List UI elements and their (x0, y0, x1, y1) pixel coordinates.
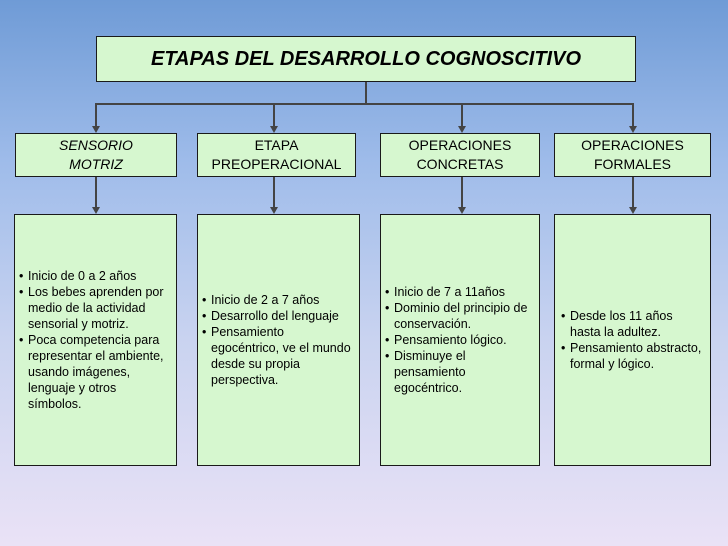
detail-item: • Pensamiento lógico. (385, 332, 535, 348)
detail-item: • Inicio de 7 a 11años (385, 284, 535, 300)
connector-stage-2-mid (273, 177, 275, 208)
arrow-stage-3-mid (458, 207, 466, 214)
detail-item: • Pensamiento abstracto, formal y lógico. (561, 340, 706, 372)
stage-4-heading (554, 133, 711, 177)
arrow-stage-2-top (270, 126, 278, 133)
stage-4-detail-list (555, 308, 710, 372)
stage-4-details (554, 214, 711, 466)
diagram-title: ETAPAS DEL DESARROLLO COGNOSCITIVO (96, 36, 636, 82)
connector-stage-1-mid (95, 177, 97, 208)
stage-4-heading-line-2: FORMALES (593, 156, 671, 172)
stage-2-heading (197, 133, 356, 177)
stage-1-details (14, 214, 177, 466)
stage-3-heading (380, 133, 540, 177)
stage-1-heading (15, 133, 177, 177)
arrow-stage-1-top (92, 126, 100, 133)
stage-3-heading-line-1: OPERACIONES (408, 137, 512, 153)
detail-item: • Desde los 11 años hasta la adultez. (561, 308, 706, 340)
stage-3-details (380, 214, 540, 466)
stage-3-heading-line-2: CONCRETAS (416, 156, 504, 172)
detail-item: • Inicio de 0 a 2 años (19, 268, 172, 284)
stage-3-detail-list (381, 284, 539, 396)
connector-stage-3-top (461, 103, 463, 127)
connector-horizontal (95, 103, 633, 105)
connector-stage-3-mid (461, 177, 463, 208)
stage-2-heading-line-1: ETAPA (254, 137, 299, 153)
arrow-stage-1-mid (92, 207, 100, 214)
connector-stage-2-top (273, 103, 275, 127)
stage-2-details (197, 214, 360, 466)
arrow-stage-4-mid (629, 207, 637, 214)
connector-stage-4-top (632, 103, 634, 127)
connector-stage-4-mid (632, 177, 634, 208)
detail-item: • Poca competencia para representar el ambiente, usando imágenes, lenguaje y otros símbolos. (19, 332, 172, 412)
stage-1-heading-line-2: MOTRIZ (69, 156, 123, 172)
stage-1-heading-line-1: SENSORIO (59, 137, 133, 153)
connector-stage-1-top (95, 103, 97, 127)
stage-2-heading-line-2: PREOPERACIONAL (211, 156, 342, 172)
detail-item: • Los bebes aprenden por medio de la actividad sensorial y motriz. (19, 284, 172, 332)
detail-item: • Desarrollo del lenguaje (202, 308, 355, 324)
detail-item: • Dominio del principio de conservación. (385, 300, 535, 332)
stage-2-detail-list (198, 292, 359, 388)
detail-item: • Disminuye el pensamiento egocéntrico. (385, 348, 535, 396)
arrow-stage-2-mid (270, 207, 278, 214)
arrow-stage-3-top (458, 126, 466, 133)
stage-1-detail-list (15, 268, 176, 412)
connector-title-down (365, 82, 367, 104)
stage-4-heading-line-1: OPERACIONES (581, 137, 684, 153)
arrow-stage-4-top (629, 126, 637, 133)
detail-item: • Pensamiento egocéntrico, ve el mundo desde su propia perspectiva. (202, 324, 355, 388)
detail-item: • Inicio de 2 a 7 años (202, 292, 355, 308)
